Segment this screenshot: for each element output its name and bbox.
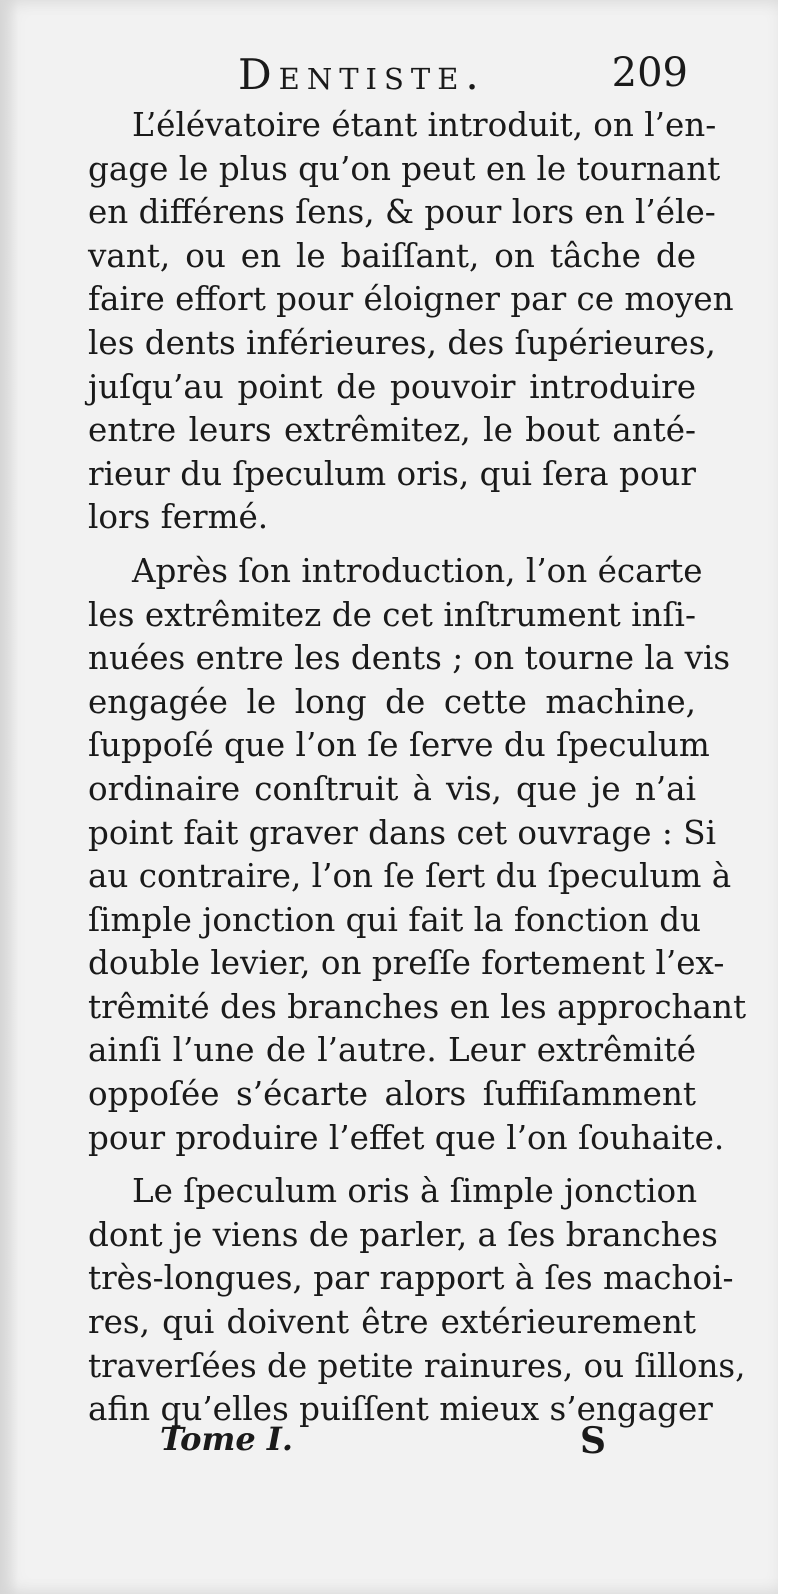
text-line: rieur du ſpeculum oris, qui ſera pour (88, 454, 696, 493)
text-line: res, qui doivent être extérieurement (88, 1303, 696, 1342)
paragraph-gap (88, 1160, 696, 1170)
text-line: trêmité des branches en les approchant (88, 987, 747, 1026)
body-text (88, 104, 747, 1432)
text-line: faire effort pour éloigner par ce moyen (88, 280, 734, 319)
text-line: ſimple jonction qui fait la fonction du (88, 900, 702, 939)
text-line: double levier, on preſſe fortement l’ex- (88, 944, 725, 983)
text-line: juſqu’au point de pouvoir introduire (88, 367, 696, 406)
page-footer (160, 1420, 610, 1470)
page-gutter-shade (0, 0, 18, 1594)
text-line: traverſées de petite rainures, ou ſillons, (88, 1346, 746, 1385)
text-line: entre leurs extrêmitez, le bout anté- (88, 411, 696, 450)
text-line: les dents inférieures, des ſupérieures, (88, 323, 716, 362)
scan-margin (778, 0, 800, 1594)
signature-mark: S (580, 1420, 606, 1462)
text-line: oppoſée s’écarte alors ſuffiſamment (88, 1075, 696, 1114)
paragraph-gap (88, 540, 696, 550)
text-line: pour produire l’effet que l’on ſouhaite. (88, 1118, 725, 1157)
text-line: L’élévatoire étant introduit, on l’en- (132, 106, 717, 144)
text-line: engagée le long de cette machine, (88, 682, 696, 721)
text-line: les extrêmitez de cet inſtrument inſi- (88, 595, 696, 634)
text-line: point fait graver dans cet ouvrage : Si (88, 813, 716, 852)
text-line: très-longues, par rapport à ſes machoi- (88, 1259, 734, 1298)
text-line: en différens ſens, & pour lors en l’éle- (88, 193, 716, 232)
text-line: vant, ou en le baiſſant, on tâche de (88, 236, 696, 275)
running-title: Dentiste. (238, 50, 486, 99)
text-line: ainſi l’une de l’autre. Leur extrêmité (88, 1031, 696, 1070)
text-line: ſuppoſé que l’on ſe ſerve du ſpeculum (88, 726, 710, 765)
volume-label: Tome I. (160, 1420, 293, 1458)
text-line: au contraire, l’on ſe ſert du ſpeculum à (88, 857, 732, 896)
page-header (88, 50, 688, 106)
text-line: nuées entre les dents ; on tourne la vis (88, 639, 731, 678)
text-line: gage le plus qu’on peut en le tournant (88, 149, 721, 188)
text-line: Le ſpeculum oris à ſimple jonction (132, 1172, 698, 1211)
text-line: dont je viens de parler, a ſes branches (88, 1215, 718, 1254)
text-line: lors fermé. (88, 498, 269, 537)
text-line: Après ſon introduction, l’on écarte (132, 551, 703, 590)
text-line: afin qu’elles puiſſent mieux s’engager (88, 1390, 713, 1429)
page-number: 209 (611, 50, 688, 96)
text-line: ordinaire conſtruit à vis, que je n’ai (88, 769, 696, 808)
